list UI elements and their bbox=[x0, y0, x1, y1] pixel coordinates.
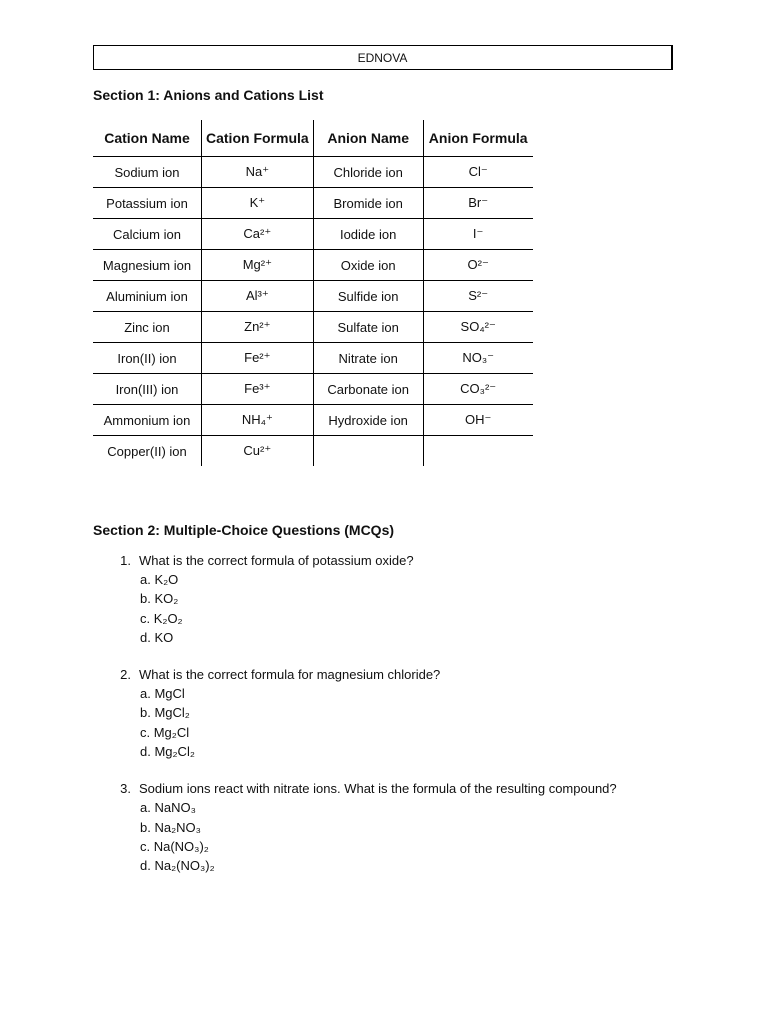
anion-formula-cell: Cl⁻ bbox=[423, 157, 533, 188]
anion-formula-cell: NO₃⁻ bbox=[423, 343, 533, 374]
cation-name-cell: Iron(III) ion bbox=[93, 374, 202, 405]
question-text: Sodium ions react with nitrate ions. What is the formula of the resulting compound? bbox=[139, 781, 617, 797]
cation-formula-cell: Fe²⁺ bbox=[202, 343, 314, 374]
anion-name-cell: Carbonate ion bbox=[313, 374, 423, 405]
column-header-anion-name: Anion Name bbox=[313, 120, 423, 157]
question-number: 1. bbox=[120, 553, 131, 568]
anion-formula-cell bbox=[423, 436, 533, 467]
anion-formula-cell: Br⁻ bbox=[423, 188, 533, 219]
anion-name-cell bbox=[313, 436, 423, 467]
question-1 bbox=[93, 551, 733, 647]
table-row bbox=[93, 219, 533, 250]
question-number: 3. bbox=[120, 781, 131, 797]
question-number: 2. bbox=[120, 667, 131, 683]
column-header-cation-name: Cation Name bbox=[93, 120, 202, 157]
option-list bbox=[140, 798, 733, 875]
cation-name-cell: Potassium ion bbox=[93, 188, 202, 219]
cation-name-cell: Sodium ion bbox=[93, 157, 202, 188]
column-header-anion-formula: Anion Formula bbox=[423, 120, 533, 157]
table-row bbox=[93, 250, 533, 281]
anion-name-cell: Oxide ion bbox=[313, 250, 423, 281]
table-row bbox=[93, 343, 533, 374]
cation-formula-cell: Zn²⁺ bbox=[202, 312, 314, 343]
cation-formula-cell: K⁺ bbox=[202, 188, 314, 219]
option-c: c. Mg₂Cl bbox=[140, 724, 190, 740]
question-text: What is the correct formula for magnesium chloride? bbox=[139, 667, 441, 683]
column-header-cation-formula: Cation Formula bbox=[202, 120, 314, 157]
cation-name-cell: Zinc ion bbox=[93, 312, 202, 343]
option-b: b. KO₂ bbox=[140, 591, 179, 607]
option-d: d. Mg₂Cl₂ bbox=[140, 744, 195, 760]
anion-name-cell: Chloride ion bbox=[313, 157, 423, 188]
option-d: d. KO bbox=[140, 629, 174, 645]
cation-name-cell: Copper(II) ion bbox=[107, 443, 187, 459]
cation-name-cell: Iron(II) ion bbox=[93, 343, 202, 374]
option-c: c. K₂O₂ bbox=[140, 610, 183, 626]
cation-name-cell: Magnesium ion bbox=[93, 250, 202, 281]
section-2-title: Section 2: Multiple-Choice Questions (MCQs) bbox=[93, 522, 395, 538]
anion-formula-cell: O²⁻ bbox=[423, 250, 533, 281]
anion-formula-cell: OH⁻ bbox=[423, 405, 533, 436]
option-list bbox=[140, 570, 733, 647]
section-1-title: Section 1: Anions and Cations List bbox=[93, 87, 324, 103]
anion-name-cell: Hydroxide ion bbox=[313, 405, 423, 436]
option-d: d. Na₂(NO₃)₂ bbox=[140, 858, 215, 874]
anion-formula-cell: S²⁻ bbox=[423, 281, 533, 312]
cation-name-cell: Calcium ion bbox=[93, 219, 202, 250]
table-header-row bbox=[93, 120, 533, 157]
anion-formula-cell: CO₃²⁻ bbox=[423, 374, 533, 405]
table-row bbox=[93, 157, 533, 188]
cation-name-cell: Ammonium ion bbox=[93, 405, 202, 436]
anion-formula-cell: SO₄²⁻ bbox=[423, 312, 533, 343]
cation-formula-cell: Cu²⁺ bbox=[202, 436, 314, 467]
cation-formula-cell: Fe³⁺ bbox=[202, 374, 314, 405]
question-2 bbox=[93, 665, 733, 761]
anion-name-cell: Bromide ion bbox=[313, 188, 423, 219]
table-row bbox=[93, 188, 533, 219]
question-text: What is the correct formula of potassium oxide? bbox=[139, 553, 414, 568]
table-row bbox=[93, 374, 533, 405]
header-title: EDNOVA bbox=[357, 50, 408, 65]
table-row bbox=[93, 436, 533, 467]
option-list bbox=[140, 684, 733, 761]
anion-name-cell: Sulfate ion bbox=[313, 312, 423, 343]
table-row bbox=[93, 405, 533, 436]
anion-formula-cell: I⁻ bbox=[423, 219, 533, 250]
table-row bbox=[93, 312, 533, 343]
option-a: a. NaNO₃ bbox=[140, 800, 196, 816]
option-a: a. K₂O bbox=[140, 572, 179, 587]
option-b: b. Na₂NO₃ bbox=[140, 819, 201, 835]
cation-formula-cell: Al³⁺ bbox=[202, 281, 314, 312]
option-b: b. MgCl₂ bbox=[140, 705, 190, 721]
table-row bbox=[93, 281, 533, 312]
anion-name-cell: Nitrate ion bbox=[313, 343, 423, 374]
question-list bbox=[93, 551, 733, 894]
cation-formula-cell: Ca²⁺ bbox=[202, 219, 314, 250]
cation-formula-cell: Na⁺ bbox=[202, 157, 314, 188]
cation-name-cell: Aluminium ion bbox=[93, 281, 202, 312]
cation-formula-cell: NH₄⁺ bbox=[202, 405, 314, 436]
option-c: c. Na(NO₃)₂ bbox=[140, 838, 209, 854]
question-3 bbox=[93, 779, 733, 875]
anion-name-cell: Iodide ion bbox=[313, 219, 423, 250]
ions-table bbox=[93, 120, 533, 466]
document-header bbox=[93, 45, 673, 70]
anion-name-cell: Sulfide ion bbox=[313, 281, 423, 312]
option-a: a. MgCl bbox=[140, 686, 185, 702]
cation-formula-cell: Mg²⁺ bbox=[202, 250, 314, 281]
